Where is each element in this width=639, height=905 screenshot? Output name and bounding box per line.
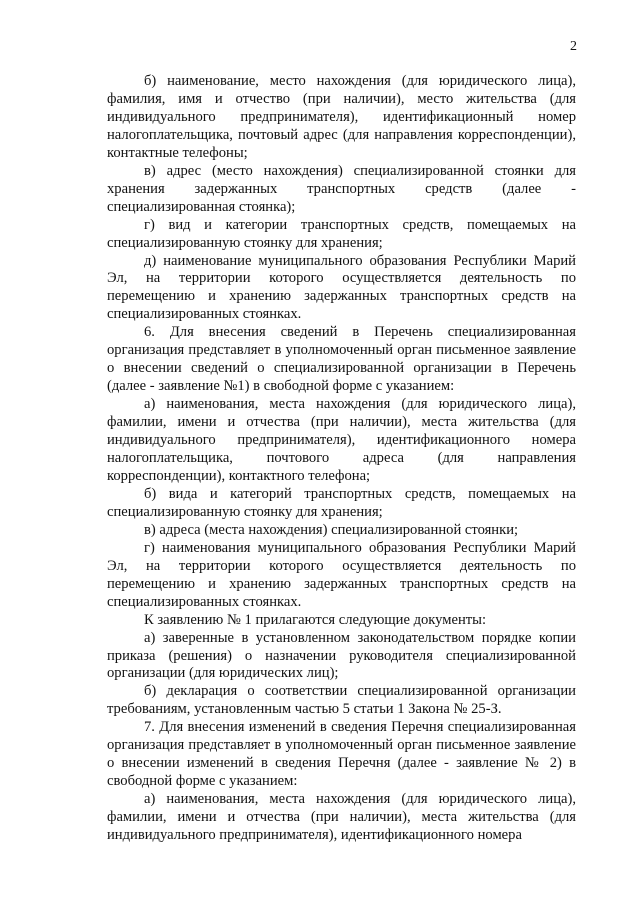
document-body [107, 73, 576, 845]
paragraph-item-b-vehicle-types: б) вида и категорий транспортных средств, помещаемых на специализированную стоянку для хранения; [107, 485, 576, 520]
paragraph-attachments-intro: К заявлению № 1 прилагаются следующие документы: [144, 611, 487, 628]
paragraph-attachment-b-declaration: б) декларация о соответствии специализированной организации требованиям, установленным частью 5 статьи 1 Закона № 25-З. [107, 683, 576, 718]
paragraph-item-d-municipality: д) наименование муниципального образования Республики Марий Эл, на территории которого осуществляется деятельность по перемещению и хранению задержанных транспортных средств на специализированных стоянках. [107, 252, 576, 323]
paragraph-item-a-applicant-details: а) наименования, места нахождения (для юридического лица), фамилии, имени и отчества (при наличии), места жительства (для индивидуального предпринимателя), идентификационного номера налогоплательщика, почтового адреса (для направления корреспонденции), контактного телефона; [107, 396, 576, 484]
paragraph-item-v-parking-address: в) адреса (места нахождения) специализированной стоянки; [144, 521, 519, 538]
paragraph-item-g-municipality: г) наименования муниципального образования Республики Марий Эл, на территории которого осуществляется деятельность по перемещению и хранению задержанных транспортных средств на специализированных стоянках. [107, 539, 576, 610]
paragraph-attachment-a-order-copies: а) заверенные в установленном законодательством порядке копии приказа (решения) о назначении руководителя специализированной организации (для юридических лиц); [107, 629, 576, 682]
paragraph-item-v-parking-address: в) адрес (место нахождения) специализированной стоянки для хранения задержанных транспортных средств (далее - специализированная стоянка); [107, 162, 576, 215]
paragraph-section-7: 7. Для внесения изменений в сведения Перечня специализированная организация представляет в уполномоченный орган письменное заявление о внесении изменений в сведения Перечня (далее - заявление № 2) в свободной форме с указанием: [107, 719, 576, 790]
paragraph-section-6: 6. Для внесения сведений в Перечень специализированная организация представляет в уполномоченный орган письменное заявление о внесении сведений о специализированной организации в Перечень (далее - заявление №1) в свободной форме с указанием: [107, 324, 576, 395]
paragraph-item-b-applicant: б) наименование, место нахождения (для юридического лица), фамилия, имя и отчество (при наличии), место жительства (для индивидуального предпринимателя), идентификационный номер налогоплательщика, почтовый адрес (для направления корреспонденции), контактные телефоны; [107, 73, 576, 161]
paragraph-item-g-vehicle-types: г) вид и категории транспортных средств, помещаемых на специализированную стоянку для хранения; [107, 216, 576, 251]
paragraph-item-a-applicant-details-continued: а) наименования, места нахождения (для юридического лица), фамилии, имени и отчества (при наличии), места жительства (для индивидуального предпринимателя), идентификационного номера [107, 791, 576, 844]
page-number: 2 [570, 39, 577, 54]
